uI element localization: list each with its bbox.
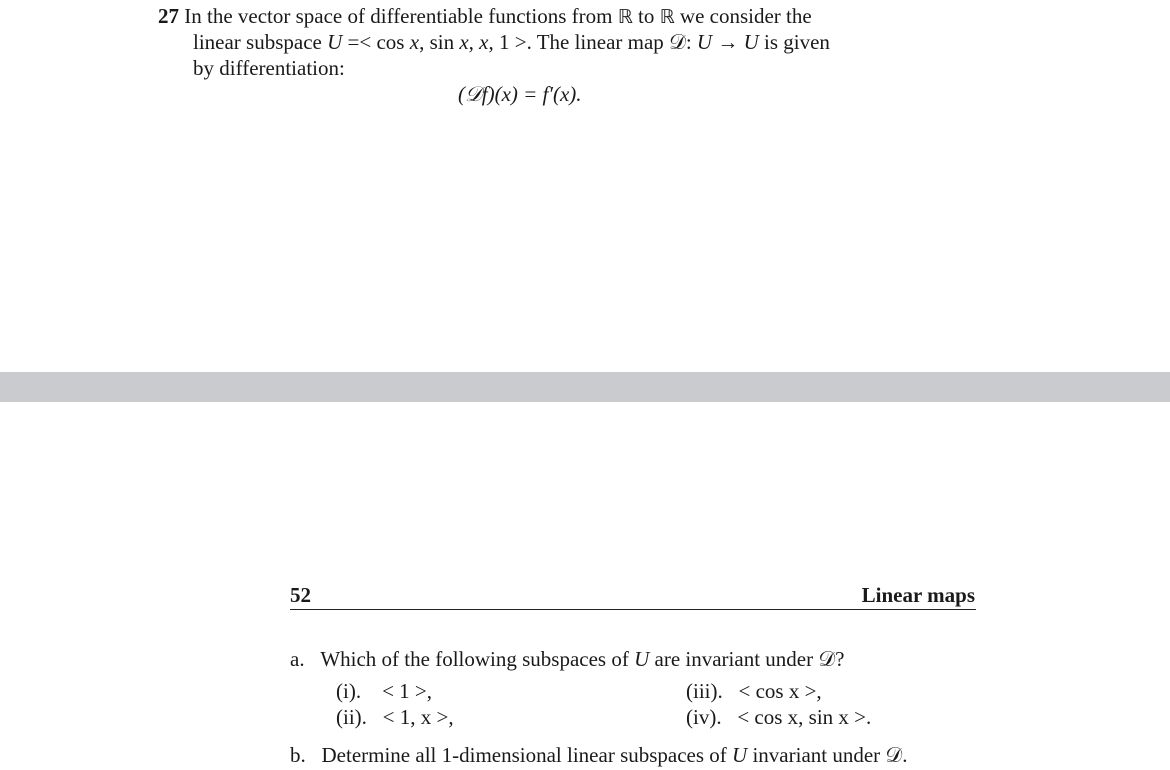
math-var: U [634, 647, 650, 671]
page-separator [0, 372, 1170, 402]
option-label: (iii). [686, 679, 723, 703]
header-rule [290, 609, 976, 610]
math-var: x [479, 30, 489, 54]
page-bottom [0, 402, 1170, 770]
option-label: (i). [336, 679, 362, 703]
problem-text: we consider the [679, 4, 812, 28]
option-i [336, 678, 432, 704]
question-text: ? [835, 647, 845, 671]
question-text: Determine all 1-dimensional linear subspaces of [321, 743, 727, 767]
problem-text: is given [764, 30, 830, 54]
question-text: Which of the following subspaces of [320, 647, 629, 671]
math-var: U [743, 30, 759, 54]
math-var: x [409, 30, 420, 54]
math-var: 𝒟 [885, 743, 903, 767]
problem-line-2 [193, 29, 830, 55]
math-var: U [327, 30, 343, 54]
math-var: 𝒟 [818, 647, 836, 671]
question-text: invariant under [752, 743, 881, 767]
option-iv [686, 704, 871, 730]
problem-text: =< cos [347, 30, 405, 54]
option-value: < 1, x >, [382, 705, 454, 729]
chapter-title: Linear maps [861, 583, 975, 607]
reals-symbol: ℝ [617, 6, 633, 28]
math-var: 𝒟 [669, 30, 686, 54]
option-label: (iv). [686, 705, 722, 729]
problem-text: to [638, 4, 655, 28]
math-var: U [696, 30, 713, 54]
problem-text: linear subspace [193, 30, 322, 54]
part-a-label: a. [290, 647, 305, 671]
problem-line-1 [158, 3, 812, 30]
problem-text: , sin [419, 30, 455, 54]
problem-text: In the vector space of differentiable functions from [184, 4, 613, 28]
problem-text: , [468, 30, 474, 54]
option-ii [336, 704, 454, 730]
part-b-label: b. [290, 743, 306, 767]
arrow-symbol: → [717, 30, 739, 54]
question-text: are invariant under [654, 647, 814, 671]
math-var: U [732, 743, 748, 767]
option-value: < cos x >, [738, 679, 822, 703]
page-number: 52 [290, 583, 311, 607]
part-a-question [290, 646, 844, 672]
option-value: < cos x, sin x >. [737, 705, 872, 729]
math-var: x [459, 30, 469, 54]
problem-text: : [685, 30, 692, 54]
problem-number: 27 [158, 4, 179, 28]
problem-line-3: by differentiation: [193, 56, 345, 80]
option-value: < 1 >, [382, 679, 433, 703]
option-label: (ii). [336, 705, 367, 729]
question-text: . [902, 743, 908, 767]
reals-symbol: ℝ [659, 6, 675, 28]
display-formula: (𝒟f)(x) = f′(x). [458, 82, 582, 106]
page-top [0, 0, 1170, 372]
option-iii [686, 678, 822, 704]
problem-text: , 1 >. The linear map [488, 30, 664, 54]
part-b-question [290, 742, 907, 768]
